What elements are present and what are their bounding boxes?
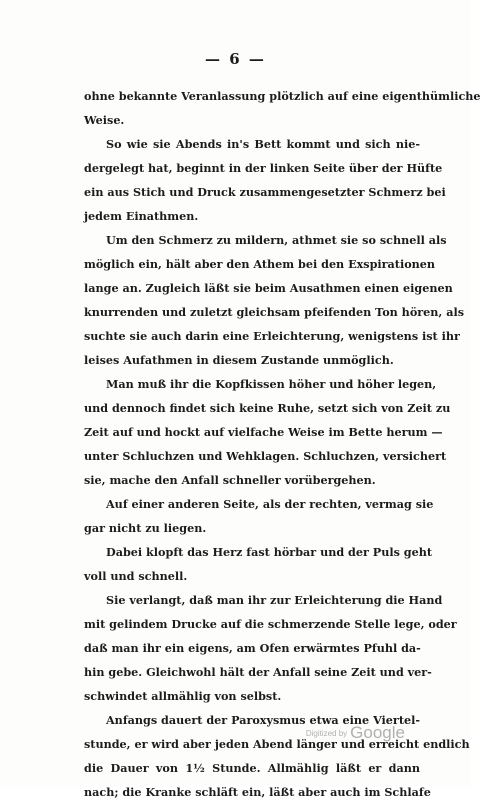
text-line: Auf einer anderen Seite, als der rechten, vermag sie bbox=[106, 497, 434, 511]
text-line: Um den Schmerz zu mildern, athmet sie so schnell als bbox=[106, 233, 447, 247]
text-line: und dennoch findet sich keine Ruhe, setzt sich von Zeit zu bbox=[84, 401, 451, 415]
paragraph bbox=[84, 588, 457, 708]
text-line: schwindet allmählig von selbst. bbox=[84, 689, 282, 703]
watermark-prefix: Digitized by bbox=[305, 729, 348, 738]
paragraph bbox=[84, 372, 451, 492]
text-line: hin gebe. Gleichwohl hält der Anfall seine Zeit und ver- bbox=[84, 665, 432, 679]
text-line: knurrenden und zuletzt gleichsam pfeifenden Ton hören, als bbox=[84, 305, 465, 319]
text-line: leises Aufathmen in diesem Zustande unmöglich. bbox=[84, 353, 394, 367]
text-line: Zeit auf und hockt auf vielfache Weise im Bette herum — bbox=[84, 425, 443, 439]
text-line: dergelegt hat, beginnt in der linken Seite über der Hüfte bbox=[84, 161, 443, 175]
text-line: stunde, er wird aber jeden Abend länger und erreicht endlich bbox=[84, 737, 470, 751]
paragraph bbox=[84, 84, 481, 132]
text-line: mit gelindem Drucke auf die schmerzende Stelle lege, oder bbox=[84, 617, 457, 631]
text-line: Dabei klopft das Herz fast hörbar und der Puls geht bbox=[106, 545, 433, 559]
text-line: daß man ihr ein eigens, am Ofen erwärmtes Pfuhl da- bbox=[84, 641, 421, 655]
text-line: möglich ein, hält aber den Athem bei den Exspirationen bbox=[84, 257, 436, 271]
paragraph bbox=[84, 492, 434, 540]
watermark-brand: Google bbox=[350, 723, 405, 742]
text-line: Sie verlangt, daß man ihr zur Erleichterung die Hand bbox=[106, 593, 443, 607]
text-line: sie, mache den Anfall schneller vorübergehen. bbox=[84, 473, 376, 487]
text-line: Man muß ihr die Kopfkissen höher und höher legen, bbox=[106, 377, 437, 391]
paragraph bbox=[84, 132, 446, 228]
text-line: jedem Einathmen. bbox=[84, 209, 199, 223]
text-line: suchte sie auch darin eine Erleichterung, wenigstens ist ihr bbox=[84, 329, 460, 343]
text-line: lange an. Zugleich läßt sie beim Ausathmen einen eigenen bbox=[84, 281, 453, 295]
text-line: die Dauer von 1½ Stunde. Allmählig läßt er dann bbox=[84, 761, 420, 775]
body-text bbox=[84, 84, 481, 804]
text-line: nach; die Kranke schläft ein, läßt aber auch im Schlafe bbox=[84, 785, 431, 799]
paragraph bbox=[84, 228, 465, 372]
text-line: unter Schluchzen und Wehklagen. Schluchzen, versichert bbox=[84, 449, 447, 463]
text-line: ohne bekannte Veranlassung plötzlich auf eine eigenthümliche bbox=[84, 89, 481, 103]
text-line: So wie sie Abends in's Bett kommt und sich nie- bbox=[106, 137, 420, 151]
page-number: — 6 — bbox=[205, 50, 266, 68]
text-line: gar nicht zu liegen. bbox=[84, 521, 207, 535]
paragraph bbox=[84, 540, 433, 588]
text-line: Anfangs dauert der Paroxysmus etwa eine Viertel- bbox=[106, 713, 420, 727]
text-line: voll und schnell. bbox=[84, 569, 188, 583]
digitized-watermark bbox=[306, 723, 405, 743]
text-line: ein aus Stich und Druck zusammengesetzter Schmerz bei bbox=[84, 185, 446, 199]
text-line: Weise. bbox=[84, 113, 125, 127]
